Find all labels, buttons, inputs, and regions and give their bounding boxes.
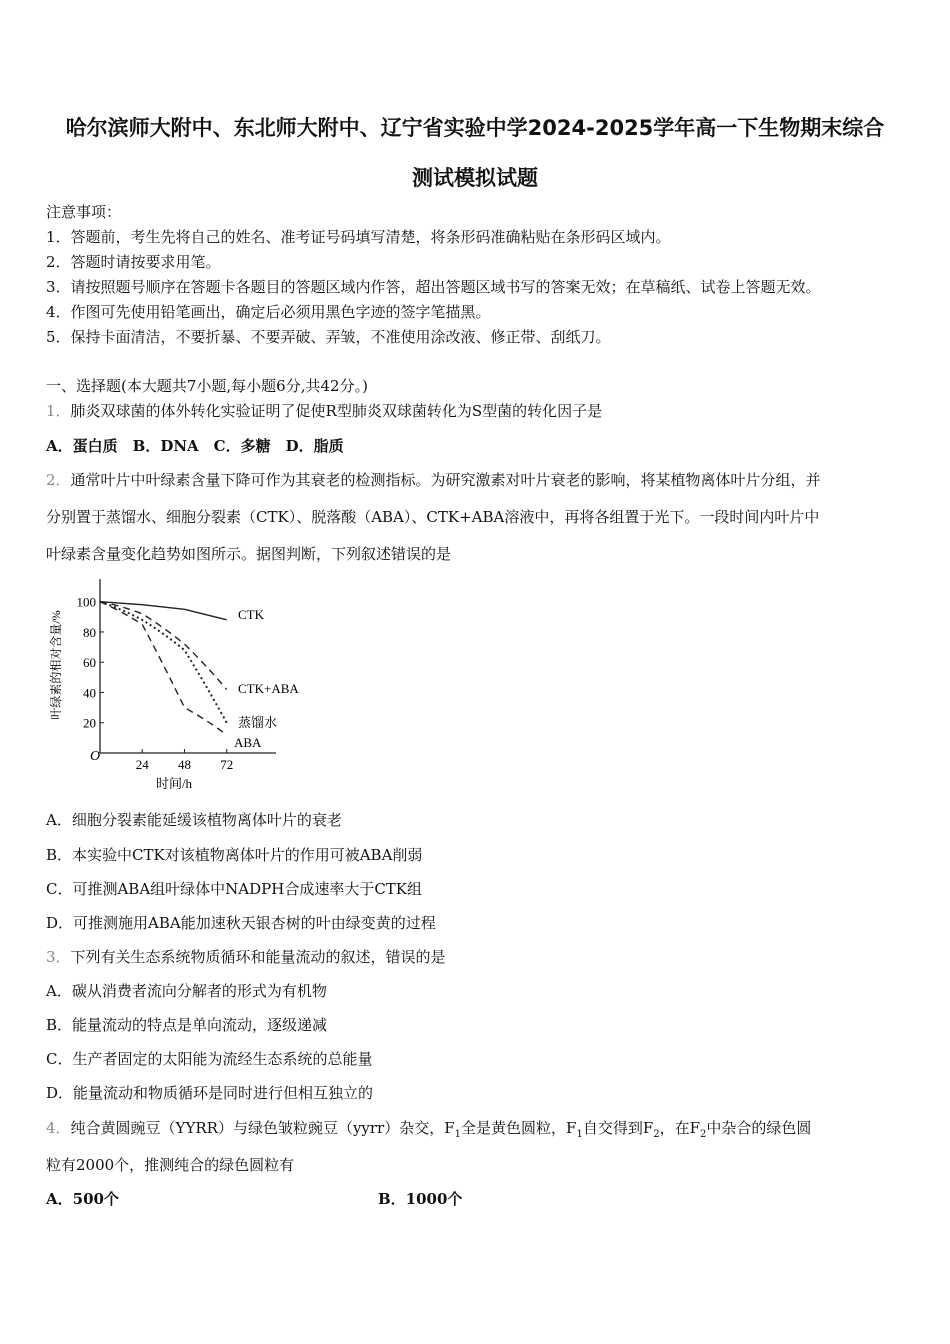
- x-tick-label: 72: [220, 757, 234, 772]
- question-4-text-c: 自交得到F: [582, 1119, 654, 1137]
- exam-title-line1: 哈尔滨师大附中、东北师大附中、辽宁省实验中学2024-2025学年高一下生物期末综合: [65, 116, 885, 140]
- series-line-3: [100, 602, 227, 723]
- question-2-text-1: 通常叶片中叶绿素含量下降可作为其衰老的检测指标。为研究激素对叶片衰老的影响，将某植物离体叶片分组，并: [70, 471, 821, 489]
- x-axis-title: 时间/h: [155, 776, 193, 791]
- question-3-option-b: B．能量流动的特点是单向流动，逐级递减: [46, 1016, 328, 1034]
- question-4-stem-line2: 粒有2000个，推测纯合的绿色圆粒有: [46, 1156, 295, 1174]
- notice-item-4: 4．作图可先使用铅笔画出，确定后必须用黑色字迹的签字笔描黑。: [46, 303, 491, 321]
- question-4-text-e: 中杂合的绿色圆: [706, 1119, 812, 1137]
- question-4-text-a: 纯合黄圆豌豆（YYRR）与绿色皱粒豌豆（yyrr）杂交，F: [70, 1119, 455, 1137]
- section-heading: 一、选择题(本大题共7小题,每小题6分,共42分。): [46, 377, 368, 395]
- y-tick-label: 40: [83, 685, 96, 701]
- question-3-option-a: A．碳从消费者流向分解者的形式为有机物: [46, 982, 327, 1000]
- notice-heading: 注意事项：: [46, 203, 122, 221]
- series-label-3: 蒸馏水: [238, 715, 278, 730]
- question-2-option-d: D．可推测施用ABA能加速秋天银杏树的叶由绿变黄的过程: [46, 914, 436, 932]
- chart-origin-label: O: [90, 749, 101, 764]
- series-label-4: ABA: [234, 735, 262, 750]
- question-4-stem-line1: [46, 1118, 811, 1145]
- question-3-text: 下列有关生态系统物质循环和能量流动的叙述，错误的是: [70, 948, 446, 966]
- question-4-text-b: 全是黄色圆粒，F: [461, 1119, 577, 1137]
- question-1-stem: [46, 401, 602, 421]
- question-4-number: 4．: [46, 1119, 71, 1137]
- question-3-option-d: D．能量流动和物质循环是同时进行但相互独立的: [46, 1084, 374, 1102]
- series-line-1: [100, 602, 227, 620]
- notice-item-2: 2．答题时请按要求用笔。: [46, 253, 221, 271]
- notice-item-1: 1．答题前，考生先将自己的姓名、准考证号码填写清楚，将条形码准确粘贴在条形码区域内。: [46, 228, 671, 246]
- x-tick-label: 48: [177, 757, 191, 772]
- question-4-text-d: ，在F: [659, 1119, 701, 1137]
- x-tick-label: 24: [135, 757, 149, 772]
- subscript-2b: 2: [700, 1129, 707, 1140]
- subscript-1a: 1: [454, 1129, 462, 1140]
- question-3-stem: [46, 947, 446, 967]
- chlorophyll-chart: [44, 573, 334, 795]
- question-2-stem-line3: 叶绿素含量变化趋势如图所示。据图判断，下列叙述错误的是: [46, 545, 452, 563]
- question-1-number: 1．: [46, 402, 71, 420]
- y-tick-label: 20: [83, 715, 96, 731]
- notice-item-3: 3．请按照题号顺序在答题卡各题目的答题区域内作答，超出答题区域书写的答案无效；在草稿纸、试卷上答题无效。: [46, 278, 821, 296]
- y-axis-title: 叶绿素的相对含量/%: [49, 610, 63, 720]
- question-3-number: 3．: [46, 948, 71, 966]
- series-label-1: CTK: [238, 607, 264, 622]
- subscript-2a: 2: [653, 1129, 660, 1140]
- question-2-option-a: A．细胞分裂素能延缓该植物离体叶片的衰老: [46, 811, 342, 829]
- notice-item-5: 5．保持卡面清洁，不要折暴、不要弄破、弄皱，不准使用涂改液、修正带、刮纸刀。: [46, 328, 611, 346]
- question-2-stem-line2: 分别置于蒸馏水、细胞分裂素（CTK）、脱落酸（ABA）、CTK+ABA溶液中，再将各组置于光下。一段时间内叶片中: [46, 508, 820, 526]
- question-1-text: 肺炎双球菌的体外转化实验证明了促使R型肺炎双球菌转化为S型菌的转化因子是: [70, 402, 603, 420]
- series-label-2: CTK+ABA: [238, 681, 299, 696]
- question-2-option-b: B．本实验中CTK对该植物离体叶片的作用可被ABA削弱: [46, 846, 423, 864]
- subscript-1b: 1: [576, 1129, 583, 1140]
- question-2-stem-line1: [46, 470, 821, 490]
- exam-title-line2: 测试模拟试题: [412, 166, 538, 190]
- question-4-option-a: A．500个: [46, 1190, 119, 1208]
- y-tick-label: 60: [83, 655, 96, 671]
- question-3-option-c: C．生产者固定的太阳能为流经生态系统的总能量: [46, 1050, 373, 1068]
- question-2-number: 2．: [46, 471, 71, 489]
- question-2-option-c: C．可推测ABA组叶绿体中NADPH合成速率大于CTK组: [46, 880, 423, 898]
- series-line-4: [100, 602, 227, 735]
- y-tick-label: 80: [83, 624, 96, 640]
- question-1-options: A．蛋白质 B．DNA C．多糖 D．脂质: [46, 437, 344, 455]
- y-tick-label: 100: [76, 594, 96, 610]
- question-4-option-b: B．1000个: [378, 1190, 463, 1208]
